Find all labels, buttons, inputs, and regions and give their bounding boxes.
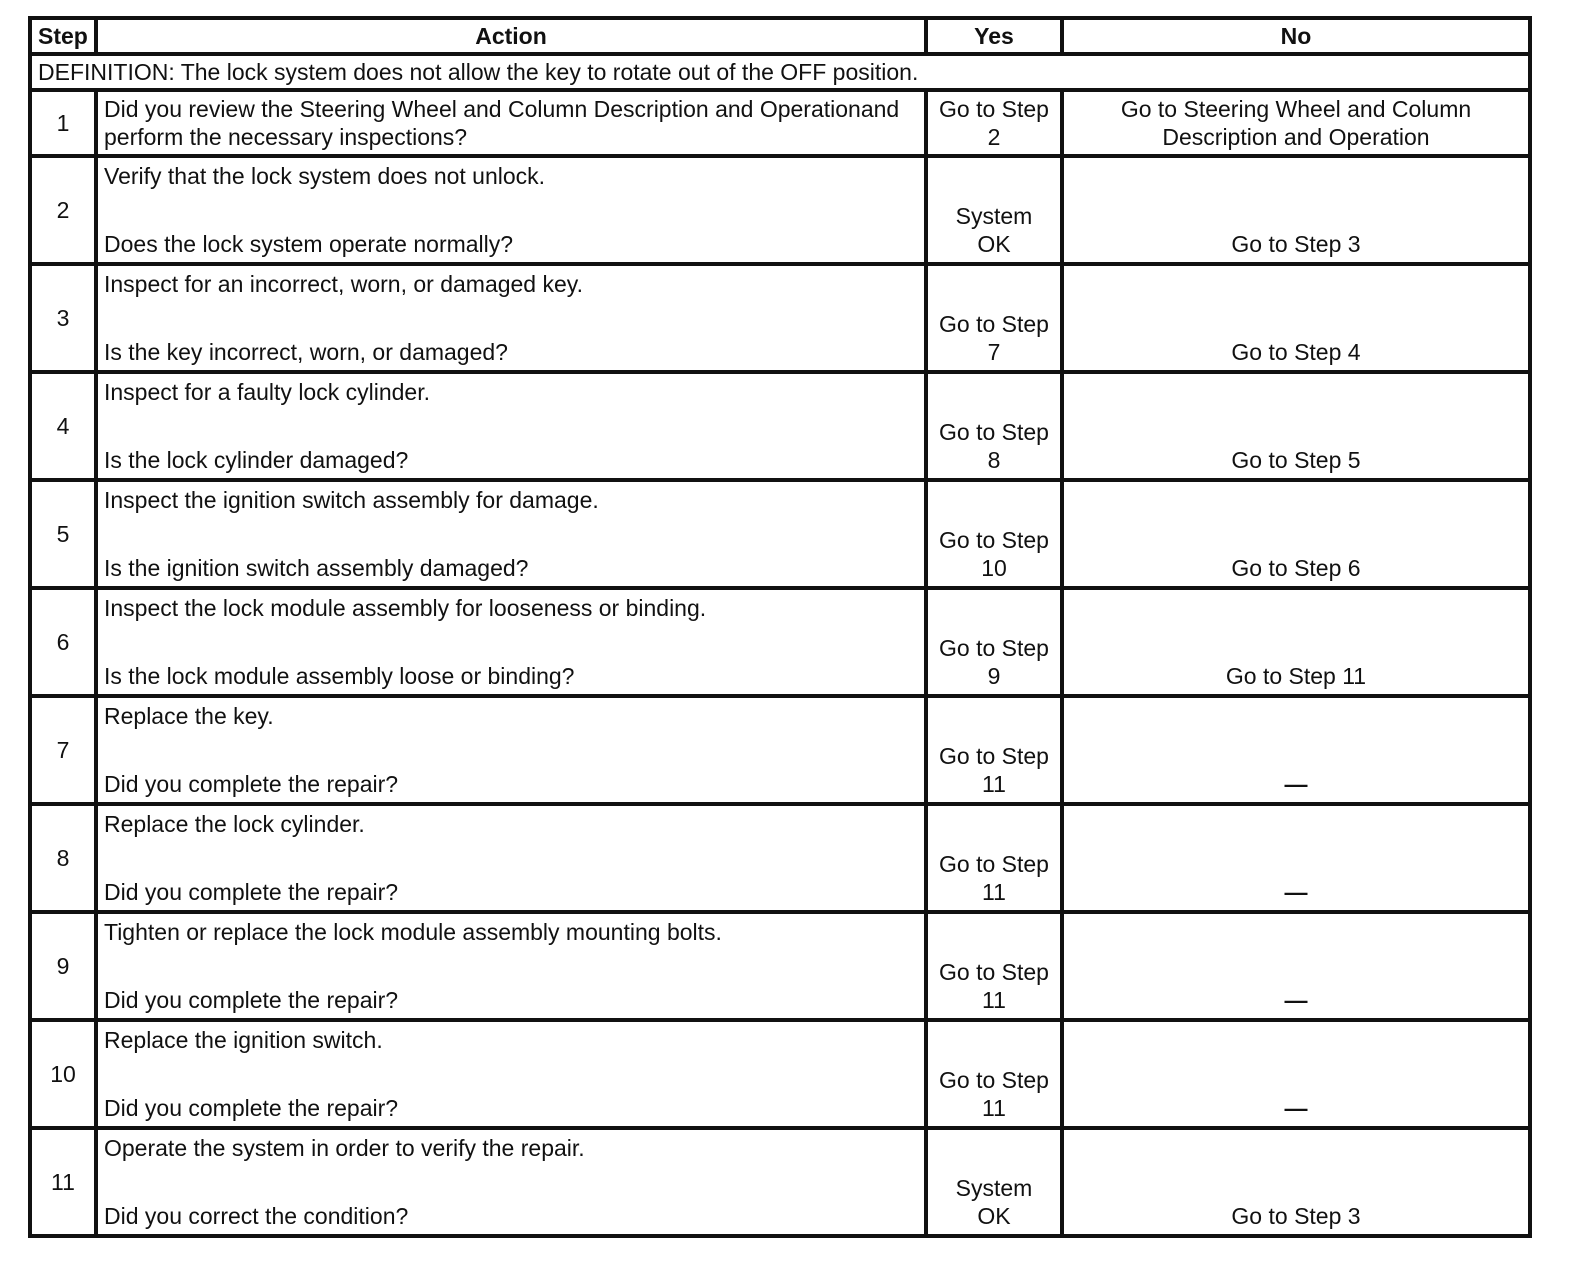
action-question: Is the lock module assembly loose or binding?	[104, 663, 575, 689]
no-cell	[1062, 1128, 1530, 1236]
no-cell	[1062, 264, 1530, 372]
step-number: 7	[30, 696, 96, 804]
action-question: Is the key incorrect, worn, or damaged?	[104, 339, 508, 365]
no-cell	[1062, 696, 1530, 804]
table-row	[30, 480, 1530, 588]
table-row	[30, 588, 1530, 696]
yes-line: Go to Step	[939, 959, 1049, 985]
yes-cell	[926, 90, 1062, 156]
no-line: Go to Step 3	[1231, 231, 1361, 257]
no-cell	[1062, 90, 1530, 156]
yes-cell	[926, 588, 1062, 696]
action-instruction: Replace the lock cylinder.	[104, 811, 365, 837]
action-instruction: Inspect the lock module assembly for looseness or binding.	[104, 595, 707, 621]
spacer	[104, 622, 918, 662]
no-line: Go to Step 4	[1231, 339, 1361, 365]
action-line: and perform the necessary inspections?	[104, 96, 900, 150]
table-row	[30, 372, 1530, 480]
no-line: Go to Step 6	[1231, 555, 1361, 581]
header-row	[30, 18, 1530, 54]
yes-cell	[926, 372, 1062, 480]
action-cell	[96, 1128, 926, 1236]
yes-line: 11	[982, 879, 1006, 905]
no-line: Description and Operation	[1162, 124, 1430, 150]
yes-cell	[926, 912, 1062, 1020]
action-cell	[96, 588, 926, 696]
action-cell	[96, 696, 926, 804]
yes-line: Go to Step	[939, 1067, 1049, 1093]
action-cell	[96, 156, 926, 264]
yes-line: System	[955, 203, 1033, 229]
action-question: Did you complete the repair?	[104, 1095, 399, 1121]
yes-cell	[926, 696, 1062, 804]
yes-line: 11	[982, 771, 1006, 797]
no-cell	[1062, 588, 1530, 696]
no-line: —	[1284, 771, 1308, 797]
step-number: 1	[30, 90, 96, 156]
action-question: Is the ignition switch assembly damaged?	[104, 555, 529, 581]
table-row	[30, 804, 1530, 912]
step-number: 5	[30, 480, 96, 588]
step-number: 10	[30, 1020, 96, 1128]
yes-line: Go to Step	[939, 419, 1049, 445]
yes-line: 8	[987, 447, 1001, 473]
no-line: Go to Step 3	[1231, 1203, 1361, 1229]
diagnostic-table	[28, 16, 1532, 1238]
step-number: 9	[30, 912, 96, 1020]
yes-line: System	[955, 1175, 1033, 1201]
no-line: —	[1284, 1095, 1308, 1121]
yes-line: 9	[987, 663, 1001, 689]
yes-cell	[926, 264, 1062, 372]
action-instruction: Replace the key.	[104, 703, 274, 729]
action-cell	[96, 912, 926, 1020]
action-question: Does the lock system operate normally?	[104, 231, 514, 257]
spacer	[104, 406, 918, 446]
table-row	[30, 912, 1530, 1020]
step-number: 8	[30, 804, 96, 912]
action-cell	[96, 804, 926, 912]
definition-row	[30, 54, 1530, 90]
action-instruction: Operate the system in order to verify the repair.	[104, 1135, 585, 1161]
no-line: —	[1284, 879, 1308, 905]
no-cell	[1062, 156, 1530, 264]
yes-line: 11	[982, 1095, 1006, 1121]
header-action: Action	[96, 18, 926, 54]
spacer	[104, 1162, 918, 1202]
no-cell	[1062, 372, 1530, 480]
table-row	[30, 156, 1530, 264]
no-line: Go to Step 11	[1225, 663, 1367, 689]
action-instruction: Inspect the ignition switch assembly for damage.	[104, 487, 599, 513]
yes-line: Go to Step	[939, 743, 1049, 769]
table-row	[30, 696, 1530, 804]
action-cell	[96, 264, 926, 372]
yes-line: Go to Step	[939, 527, 1049, 553]
step-number: 6	[30, 588, 96, 696]
spacer	[104, 298, 918, 338]
yes-line: 2	[987, 124, 1001, 150]
yes-cell	[926, 480, 1062, 588]
spacer	[104, 730, 918, 770]
header-yes: Yes	[926, 18, 1062, 54]
action-instruction: Replace the ignition switch.	[104, 1027, 383, 1053]
action-instruction: Inspect for a faulty lock cylinder.	[104, 379, 430, 405]
yes-line: Go to Step	[939, 311, 1049, 337]
no-line: —	[1284, 987, 1308, 1013]
yes-line: 11	[982, 987, 1006, 1013]
header-step: Step	[30, 18, 96, 54]
table-row	[30, 90, 1530, 156]
action-question: Is the lock cylinder damaged?	[104, 447, 409, 473]
yes-cell	[926, 156, 1062, 264]
table-row	[30, 1128, 1530, 1236]
yes-line: Go to Step	[939, 635, 1049, 661]
table-row	[30, 1020, 1530, 1128]
step-number: 4	[30, 372, 96, 480]
action-cell	[96, 1020, 926, 1128]
definition-text: DEFINITION: The lock system does not allow the key to rotate out of the OFF position.	[30, 54, 1530, 90]
action-cell	[96, 90, 926, 156]
header-no: No	[1062, 18, 1530, 54]
action-cell	[96, 372, 926, 480]
yes-cell	[926, 1128, 1062, 1236]
spacer	[104, 1054, 918, 1094]
no-cell	[1062, 804, 1530, 912]
action-instruction: Tighten or replace the lock module assembly mounting bolts.	[104, 919, 722, 945]
action-question: Did you correct the condition?	[104, 1203, 409, 1229]
table-row	[30, 264, 1530, 372]
yes-line: 7	[987, 339, 1001, 365]
yes-line: OK	[977, 1203, 1011, 1229]
action-question: Did you complete the repair?	[104, 987, 399, 1013]
step-number: 11	[30, 1128, 96, 1236]
spacer	[104, 946, 918, 986]
yes-line: 10	[981, 555, 1007, 581]
spacer	[104, 190, 918, 230]
yes-cell	[926, 804, 1062, 912]
step-number: 3	[30, 264, 96, 372]
yes-line: OK	[977, 231, 1011, 257]
step-number: 2	[30, 156, 96, 264]
yes-cell	[926, 1020, 1062, 1128]
action-question: Did you complete the repair?	[104, 771, 399, 797]
action-line: Did you review the Steering Wheel and Column Description and Operation	[104, 96, 861, 122]
action-instruction: Verify that the lock system does not unlock.	[104, 163, 546, 189]
spacer	[104, 514, 918, 554]
action-instruction: Inspect for an incorrect, worn, or damaged key.	[104, 271, 583, 297]
no-cell	[1062, 480, 1530, 588]
yes-line: Go to Step	[939, 851, 1049, 877]
no-cell	[1062, 912, 1530, 1020]
yes-line: Go to Step	[939, 96, 1049, 122]
action-question: Did you complete the repair?	[104, 879, 399, 905]
spacer	[104, 838, 918, 878]
no-cell	[1062, 1020, 1530, 1128]
no-line: Go to Steering Wheel and Column	[1120, 96, 1472, 122]
no-line: Go to Step 5	[1231, 447, 1361, 473]
action-cell	[96, 480, 926, 588]
